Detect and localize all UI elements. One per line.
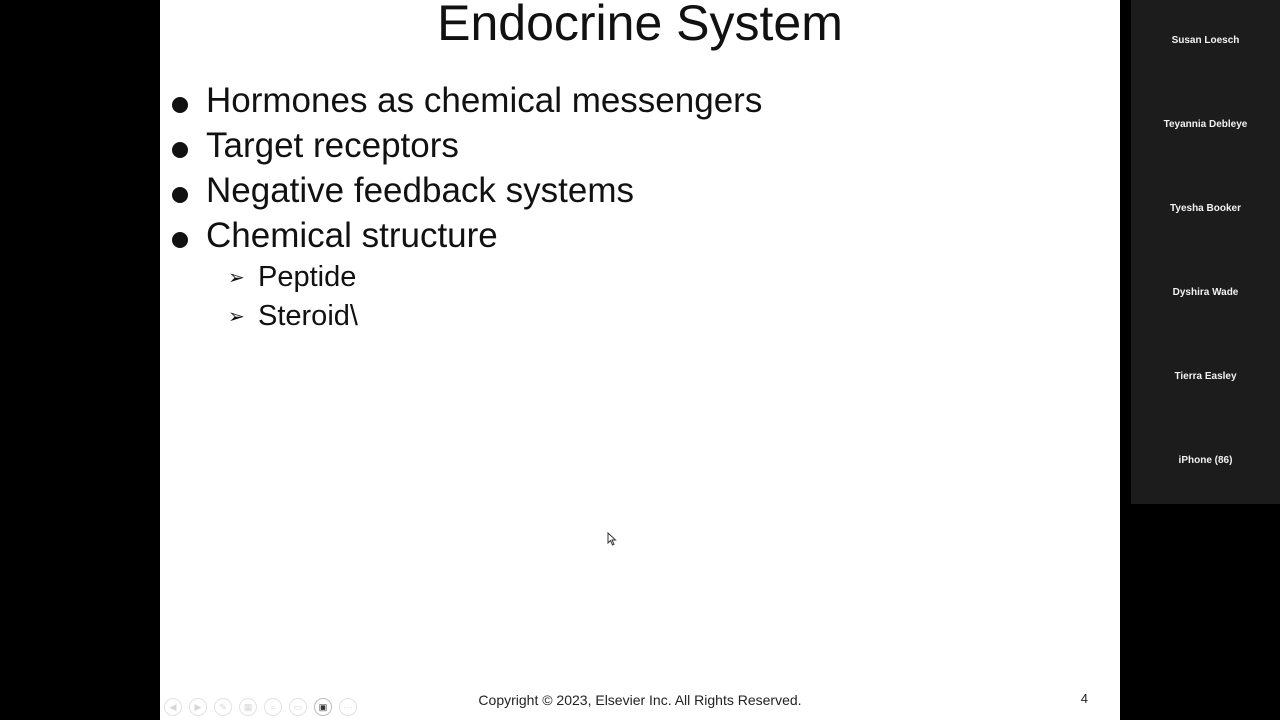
sub-bullet-group: [170, 258, 762, 336]
bullet-item: [170, 123, 762, 168]
zoom-icon[interactable]: ⌕: [264, 698, 282, 716]
bullet-text: Hormones as chemical messengers: [206, 81, 763, 120]
slides-grid-icon[interactable]: ▦: [239, 698, 257, 716]
slideshow-toolbar: [164, 698, 357, 716]
participant-name[interactable]: Susan Loesch: [1171, 35, 1240, 46]
participants-panel: [1131, 0, 1280, 504]
bullet-item: [170, 213, 762, 258]
bullet-text: Negative feedback systems: [206, 171, 634, 210]
participant-name[interactable]: Tyesha Booker: [1170, 203, 1241, 214]
sub-bullet-text: Peptide: [258, 261, 357, 293]
participant-name[interactable]: Dyshira Wade: [1172, 287, 1239, 298]
participant-name[interactable]: Tierra Easley: [1174, 371, 1237, 382]
sub-bullet-item: [228, 297, 762, 336]
arrow-bullet-icon: ➢: [228, 306, 245, 328]
sub-bullet-list: [170, 258, 762, 336]
subtitles-icon[interactable]: ▭: [289, 698, 307, 716]
bullet-dot-icon: [172, 187, 188, 203]
bullet-text: Target receptors: [206, 126, 459, 165]
slide-number: 4: [1080, 691, 1088, 706]
bullet-dot-icon: [172, 97, 188, 113]
camera-icon[interactable]: ▣: [314, 698, 332, 716]
arrow-bullet-icon: ➢: [228, 267, 245, 289]
copyright-footer: Copyright © 2023, Elsevier Inc. All Rights Reserved.: [478, 692, 802, 708]
slide-title: Endocrine System: [437, 0, 843, 51]
previous-icon[interactable]: ◀: [164, 698, 182, 716]
sub-bullet-item: [228, 258, 762, 297]
more-icon[interactable]: ⋯: [339, 698, 357, 716]
bullet-list: [170, 78, 762, 336]
next-icon[interactable]: ▶: [189, 698, 207, 716]
bullet-item: [170, 78, 762, 123]
bullet-text: Chemical structure: [206, 216, 498, 255]
participant-name[interactable]: iPhone (86): [1178, 455, 1233, 466]
bullet-dot-icon: [172, 142, 188, 158]
bullet-dot-icon: [172, 232, 188, 248]
sub-bullet-text: Steroid\: [258, 300, 358, 332]
pen-icon[interactable]: ✎: [214, 698, 232, 716]
presentation-slide: [160, 0, 1120, 720]
participant-name[interactable]: Teyannia Debleye: [1163, 119, 1248, 130]
mouse-cursor-icon: [607, 532, 617, 546]
bullet-item: [170, 168, 762, 213]
